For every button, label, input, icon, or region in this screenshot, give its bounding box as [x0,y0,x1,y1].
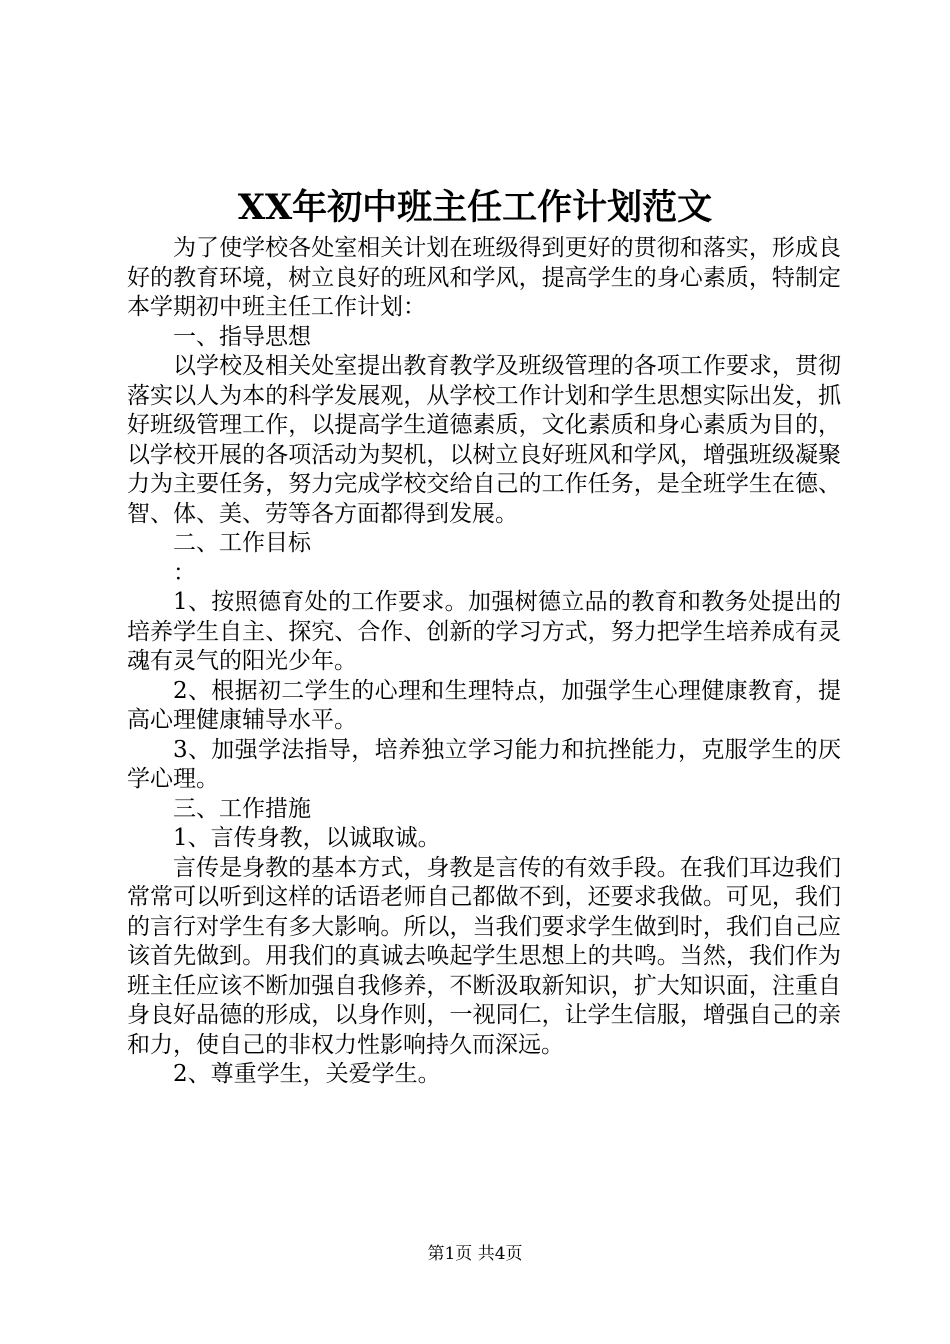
measure-heading-2: 2、尊重学生，关爱学生。 [173,1061,441,1087]
stray-colon-line: ： [173,559,196,586]
section-heading-work-goals: 二、工作目标 [173,530,311,556]
section-heading-guiding-thought: 一、指导思想 [173,323,311,350]
page-number-footer: 第1页 共4页 [427,1244,523,1264]
guiding-thought-paragraph: 以学校及相关处室提出教育教学及班级管理的各项工作要求，贯彻落实以人为本的科学发展观，从学校工作计划和学生思想实际出发，抓好班级管理工作，以提高学生道德素质，文化素质和身心素质为目的，以学校开展的各项活动为契机，以树立良好班风和学风，增强班级凝聚力为主要任务，努力完成学校交给自己的工作任务，是全班学生在德、智、体、美、劳等各方面都得到发展。 [127,353,841,527]
goal-item-2: 2、根据初二学生的心理和生理特点，加强学生心理健康教育，提高心理健康辅导水平。 [127,677,841,733]
intro-paragraph: 为了使学校各处室相关计划在班级得到更好的贯彻和落实，形成良好的教育环境，树立良好的班风和学风，提高学生的身心素质，特制定本学期初中班主任工作计划： [127,235,841,320]
section-heading-work-measures: 三、工作措施 [173,795,311,822]
document-body [127,234,841,1090]
goal-item-1: 1、按照德育处的工作要求。加强树德立品的教育和教务处提出的培养学生自主、探究、合作、创新的学习方式，努力把学生培养成有灵魂有灵气的阳光少年。 [127,589,841,674]
measure-heading-1: 1、言传身教，以诚取诚。 [173,825,441,851]
measure-1-paragraph: 言传是身教的基本方式，身教是言传的有效手段。在我们耳边我们常常可以听到这样的话语老师自己都做不到，还要求我做。可见，我们的言行对学生有多大影响。所以，当我们要求学生做到时，我们自己应该首先做到。用我们的真诚去唤起学生思想上的共鸣。当然，我们作为班主任应该不断加强自我修养，不断汲取新知识，扩大知识面，注重自身良好品德的形成，以身作则，一视同仁，让学生信服，增强自己的亲和力，使自己的非权力性影响持久而深远。 [127,854,841,1058]
goal-item-3: 3、加强学法指导，培养独立学习能力和抗挫能力，克服学生的厌学心理。 [127,736,841,792]
document-title: XX年初中班主任工作计划范文 [237,187,713,228]
